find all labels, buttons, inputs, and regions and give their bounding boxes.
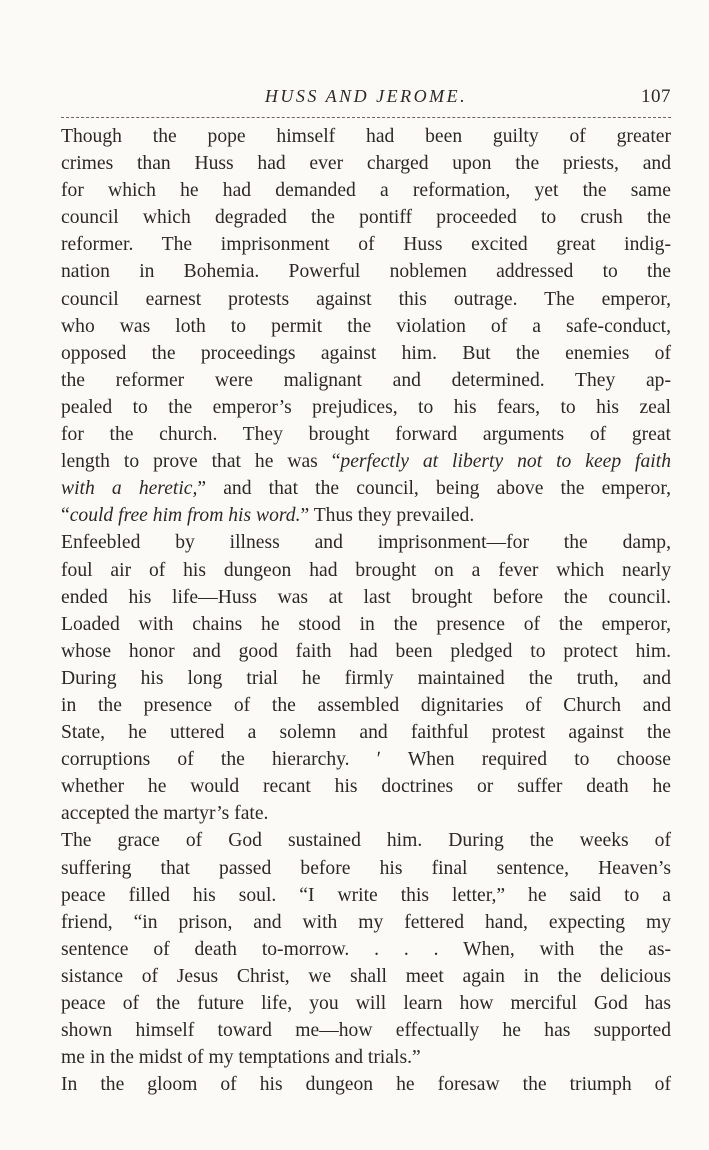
paragraph-2 [61, 529, 671, 827]
text-line: friend, “in prison, and with my fettered hand, expecting my [61, 911, 671, 933]
text-line: During his long trial he firmly maintained the truth, and [61, 667, 671, 689]
text-line: sistance of Jesus Christ, we shall meet again in the delicious [61, 965, 671, 987]
text-line: for the church. They brought forward arguments of great [61, 424, 671, 446]
text-line: the reformer were malignant and determined. They ap- [61, 369, 671, 391]
paragraph-4 [61, 1071, 671, 1098]
text-line: who was loth to permit the violation of a safe-conduct, [61, 315, 671, 337]
header-rule [61, 117, 671, 118]
text-line: pealed to the emperor’s prejudices, to his fears, to his zeal [61, 396, 671, 418]
running-title: HUSS AND JEROME. [264, 86, 468, 106]
italic-quote: perfectly at liberty not to keep faith [340, 451, 671, 473]
text-line: council which degraded the pontiff proceeded to crush the [61, 207, 671, 229]
text-line: reformer. The imprisonment of Huss excited great indig- [61, 234, 671, 256]
text-line: whether he would recant his doctrines or suffer death he [61, 776, 671, 798]
text-line: Though the pope himself had been guilty of greater [61, 126, 671, 147]
text-line: In the gloom of his dungeon he foresaw the triumph of [61, 1074, 671, 1096]
text-line: me in the midst of my temptations and trials.” [61, 1047, 421, 1069]
text-run: ” and that the council, being above the emperor, [197, 478, 671, 500]
text-line: for which he had demanded a reformation, yet the same [61, 180, 671, 202]
text-line [61, 448, 671, 475]
text-run: ” Thus they prevailed. [300, 505, 475, 527]
page-header [61, 84, 671, 114]
text-line: peace filled his soul. “I write this letter,” he said to a [61, 884, 671, 906]
text-line [61, 502, 671, 529]
text-line: sentence of death to-morrow. . . . When, with the as- [61, 938, 671, 960]
text-line: foul air of his dungeon had brought on a fever which nearly [61, 559, 671, 581]
text-line: suffering that passed before his final sentence, Heaven’s [61, 857, 671, 879]
paragraph-3 [61, 827, 671, 1071]
text-line: crimes than Huss had ever charged upon the priests, and [61, 153, 671, 175]
text-line: Enfeebled by illness and imprisonment—for the damp, [61, 532, 671, 554]
text-line: shown himself toward me—how effectually he has supported [61, 1020, 671, 1042]
text-line: accepted the martyr’s fate. [61, 803, 269, 825]
body-text [61, 123, 671, 1098]
italic-quote: with a heretic, [61, 478, 198, 500]
text-run: “ [61, 505, 70, 527]
text-line: ended his life—Huss was at last brought before the council. [61, 586, 671, 608]
text-line: council earnest protests against this outrage. The emperor, [61, 288, 671, 310]
text-line: in the presence of the assembled dignitaries of Church and [61, 694, 671, 716]
text-line: The grace of God sustained him. During the weeks of [61, 830, 671, 852]
text-line: corruptions of the hierarchy. ʹ When required to choose [61, 749, 671, 771]
text-line: whose honor and good faith had been pledged to protect him. [61, 640, 671, 662]
paragraph-1 [61, 123, 671, 529]
text-line: Loaded with chains he stood in the presence of the emperor, [61, 613, 671, 635]
page-number: 107 [641, 86, 671, 107]
text-line: peace of the future life, you will learn how merciful God has [61, 993, 671, 1014]
text-line: opposed the proceedings against him. But the enemies of [61, 342, 671, 364]
italic-quote: could free him from his word. [69, 505, 301, 527]
text-run: length to prove that he was “ [61, 451, 341, 473]
text-line: State, he uttered a solemn and faithful protest against the [61, 722, 671, 744]
text-line: nation in Bohemia. Powerful noblemen addressed to the [61, 261, 671, 283]
text-line [61, 475, 671, 502]
